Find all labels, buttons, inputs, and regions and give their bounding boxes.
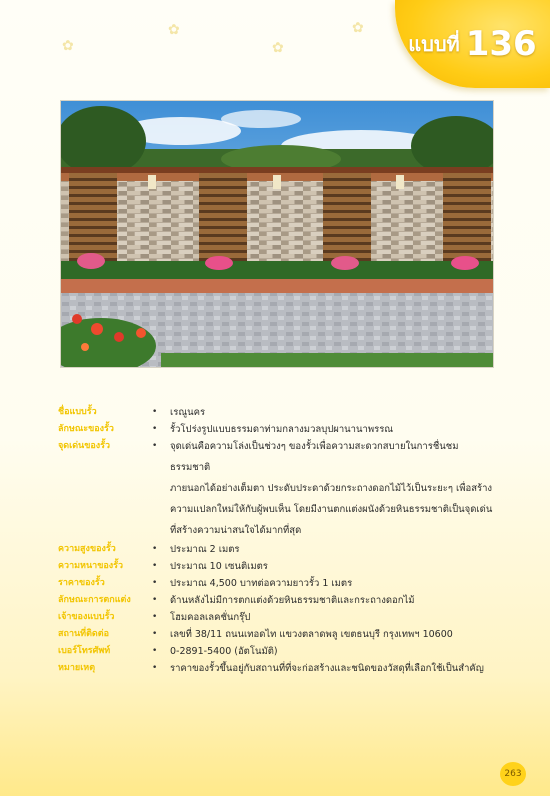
spec-row-note [58, 660, 498, 677]
bullet: • [152, 612, 158, 622]
spec-line: ที่สร้างความน่าสนใจได้มากที่สุด [170, 525, 302, 536]
bullet: • [152, 578, 158, 588]
spec-line: จุดเด่นคือความโล่งเป็นช่วงๆ ของรั้วเพื่อความสะดวกสบายในการชื่นชมธรรมชาติ [170, 441, 459, 473]
spec-label: ลักษณะของรั้ว [58, 424, 114, 434]
spec-value: ประมาณ 4,500 บาทต่อความยาวรั้ว 1 เมตร [170, 578, 353, 589]
spec-row-highlight [58, 438, 498, 541]
spec-row-thickness [58, 558, 498, 575]
spec-line: ความแปลกใหม่ให้กับผู้พบเห็น โดยมีงานตกแต่งผนังด้วยหินธรรมชาติเป็นจุดเด่น [170, 504, 493, 515]
spec-label: ราคาของรั้ว [58, 578, 105, 588]
spec-value: โฮมคอลเลคชั่นกรุ๊ป [170, 612, 251, 623]
bullet: • [152, 595, 158, 605]
spec-row-address [58, 626, 498, 643]
spec-value: ด้านหลังไม่มีการตกแต่งด้วยหินธรรมชาติและกระถางดอกไม้ [170, 595, 415, 606]
spec-label: ลักษณะการตกแต่ง [58, 595, 131, 605]
spec-value: ราคาของรั้วขึ้นอยู่กับสถานที่ที่จะก่อสร้างและชนิดของวัสดุที่เลือกใช้เป็นสำคัญ [170, 663, 484, 674]
bullet: • [152, 544, 158, 554]
bullet: • [152, 629, 158, 639]
spec-row-owner [58, 609, 498, 626]
bullet: • [152, 663, 158, 673]
spec-label: เจ้าของแบบรั้ว [58, 612, 115, 622]
spec-label: ความสูงของรั้ว [58, 544, 116, 554]
spec-list [58, 404, 498, 677]
design-label: แบบที่ [408, 32, 460, 56]
spec-label: สถานที่ติดต่อ [58, 629, 110, 639]
bullet: • [152, 561, 158, 571]
spec-value [170, 436, 498, 541]
spec-row-decoration [58, 592, 498, 609]
page-number: 263 [500, 762, 526, 786]
bullet: • [152, 441, 158, 451]
spec-row-height [58, 541, 498, 558]
spec-label: ความหนาของรั้ว [58, 561, 124, 571]
spec-line: ภายนอกได้อย่างเต็มตา ประดับประดาด้วยกระถางดอกไม้ไว้เป็นระยะๆ เพื่อสร้าง [170, 483, 493, 494]
bullet: • [152, 407, 158, 417]
spec-label: จุดเด่นของรั้ว [58, 441, 111, 451]
spec-label: ชื่อแบบรั้ว [58, 407, 97, 417]
spec-row-phone [58, 643, 498, 660]
flower-icon: ✿ [168, 22, 180, 38]
spec-row-name [58, 404, 498, 421]
spec-value: เลขที่ 38/11 ถนนเทอดไท แขวงตลาดพลู เขตธนบุรี กรุงเทพฯ 10600 [170, 629, 453, 640]
spec-value: ประมาณ 10 เซนติเมตร [170, 561, 268, 572]
flower-icon: ✿ [272, 40, 284, 56]
bullet: • [152, 424, 158, 434]
spec-value: 0-2891-5400 (อัตโนมัติ) [170, 646, 278, 657]
flower-icon: ✿ [62, 38, 74, 54]
flower-icon: ✿ [352, 20, 364, 36]
spec-label: หมายเหตุ [58, 663, 96, 673]
fence-photo [60, 100, 494, 368]
spec-label: เบอร์โทรศัพท์ [58, 646, 111, 656]
design-number: 136 [465, 24, 537, 64]
spec-value: เรณูนคร [170, 407, 206, 418]
spec-value: รั้วโปร่งรูปแบบธรรมดาท่ามกลางมวลบุปผานานาพรรณ [170, 424, 394, 435]
design-number-tab [395, 0, 550, 88]
bullet: • [152, 646, 158, 656]
spec-value: ประมาณ 2 เมตร [170, 544, 240, 555]
spec-row-price [58, 575, 498, 592]
